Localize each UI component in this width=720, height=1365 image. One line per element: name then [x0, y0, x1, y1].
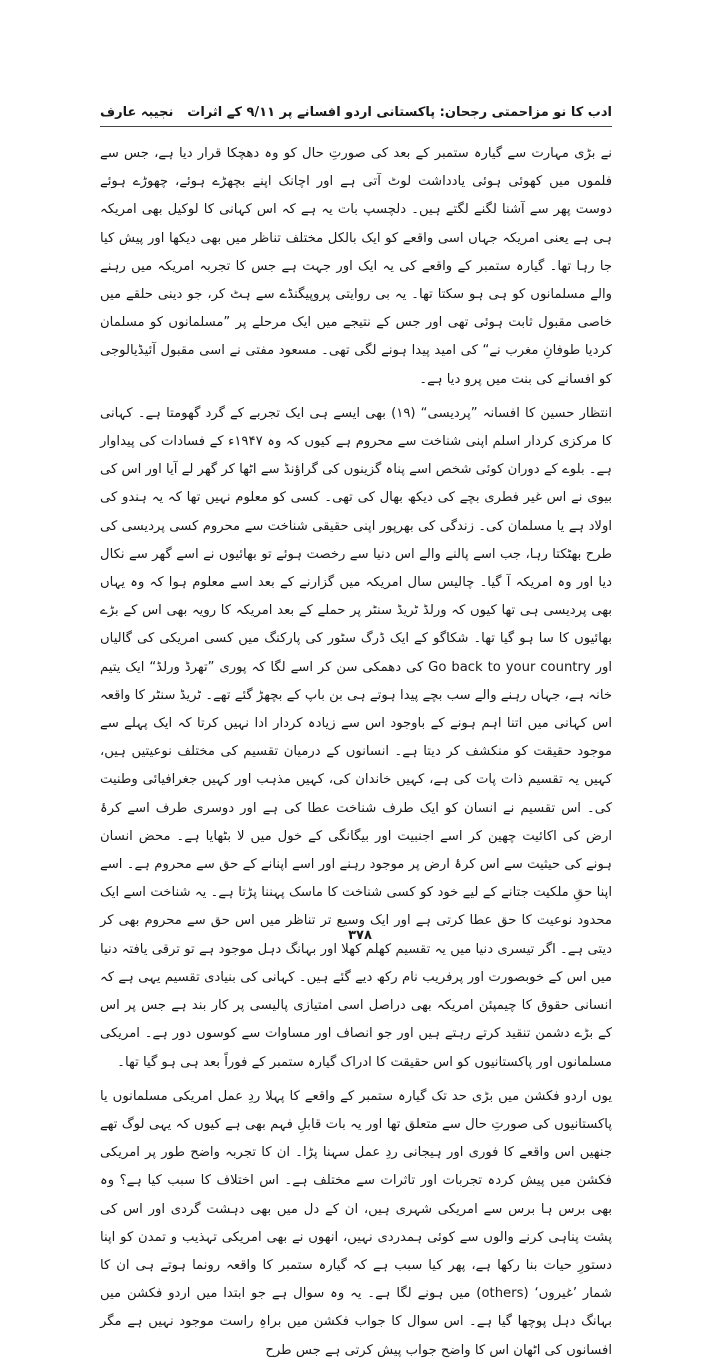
page-number: ۳۷۸	[348, 928, 372, 943]
header-author: نجیبہ عارف	[100, 104, 174, 120]
header-title: ادب کا نو مزاحمتی رجحان: پاکستانی اردو افسانے پر ۹/۱۱ کے اثرات	[187, 104, 612, 120]
header-divider	[100, 126, 612, 127]
paragraph: انتظار حسین کا افسانہ ”پردیسی“ (۱۹) بھی ایسے ہی ایک تجربے کے گرد گھومتا ہے۔ کہانی کا مرکزی کردار اسلم اپنی شناخت سے محروم ہے کیوں کہ وہ ۱۹۴۷ء کے فسادات کی پیداوار ہے۔ بلوے کے دوران کوئی شخص اسے پناہ گزینوں کی گراؤنڈ سے اٹھا کر گھر لے آیا اور اس کی بیوی نے اس غیر فطری بچے کی دیکھ بھال کی تھی۔ کسی کو معلوم نہیں تھا کہ یہ ہندو کی اولاد ہے یا مسلمان کی۔ زندگی کی بھرپور اپنی حقیقی شناخت سے محروم کسی پردیسی کی طرح بھٹکتا رہا، جب اسے پالنے والے اس دنیا سے رخصت ہوئے تو بھائیوں نے اسے گھر سے نکال دیا اور وہ امریکہ آ گیا۔ چالیس سال امریکہ میں گزارنے کے بعد اسے معلوم ہوا کہ وہ یہاں بھی پردیسی ہی تھا کیوں کہ ورلڈ ٹریڈ سنٹر پر حملے کے بعد امریکہ کا رویہ بھی اس کے بڑے بھائیوں کا سا ہو گیا تھا۔ شکاگو کے ایک ڈرگ سٹور کی پارکنگ میں کسی امریکی کی گالیاں اور Go back to your country کی دھمکی سن کر اسے لگا کہ پوری ”تھرڈ ورلڈ“ ایک یتیم خانہ ہے، جہاں رہنے والے سب بچے پیدا ہوتے ہی بن باپ کے بچھڑ گئے تھے۔ ٹریڈ سنٹر کا واقعہ اس کہانی میں اتنا اہم ہونے کے باوجود اس سے زیادہ کردار ادا نہیں کرتا کہ ایک پہلے سے موجود حقیقت کو منکشف کر دیتا ہے۔ انسانوں کے درمیان تقسیم کی مختلف نوعیتیں ہیں، کہیں یہ تقسیم ذات پات کی ہے، کہیں خاندان کی، کہیں مذہب اور کہیں جغرافیائی وطنیت کی۔ اس تقسیم نے انسان کو ایک طرف شناخت عطا کی ہے اور دوسری طرف اسے کرۂ ارض کی اکائیت چھین کر اسے اجنبیت اور بیگانگی کے خول میں لا بٹھایا ہے۔ محض انسان ہونے کی حیثیت سے اس کرۂ ارض پر موجود رہنے اور اسے اپنانے کے حق سے محروم ہے۔ اسے اپنا حقِ ملکیت جتانے کے لیے خود کو کسی شناخت کا ماسک پہننا پڑتا ہے۔ یہ شناخت اسے ایک محدود نوعیت کا حق عطا کرتی ہے اور ایک وسیع تر تناظر میں اس حق سے محروم بھی کر دیتی ہے۔ اگر تیسری دنیا میں یہ تقسیم کھلم کھلا اور بہانگ دہل موجود ہے تو ترقی یافتہ دنیا میں اس کے خوبصورت اور پرفریب نام رکھ دیے گئے ہیں۔ کہانی کی بنیادی تقسیم یہی ہے کہ انسانی حقوق کا چیمپئن امریکہ بھی دراصل اسی امتیازی پالیسی پر کار بند ہے جس پر اس کے بڑے دشمن تنقید کرتے رہتے ہیں اور جو انصاف اور مساوات سے کوسوں دور ہے۔ امریکی مسلمانوں اور پاکستانیوں کو اس حقیقت کا ادراک گیارہ ستمبر کے فوراً بعد ہی ہو گیا تھا۔	[100, 405, 613, 1070]
body-text	[100, 140, 613, 1358]
running-header	[100, 100, 612, 124]
paragraph: یوں اردو فکشن میں بڑی حد تک گیارہ ستمبر کے واقعے کا پہلا ردِ عمل امریکی مسلمانوں یا پاکستانیوں کی صورتِ حال سے متعلق تھا اور یہ بات قابلِ فہم بھی ہے کیوں کہ یہی لوگ تھے جنھیں اس واقعے کا فوری اور ہیجانی ردِ عمل سہنا پڑا۔ ان کا تجربہ واضح طور پر امریکی فکشن میں پیش کردہ تجربات اور تاثرات سے مختلف ہے۔ اس اختلاف کا سبب کیا ہے؟ وہ بھی برس ہا برس سے امریکی شہری ہیں، ان کے دل میں بھی دہشت گردی اور اس کی پشت پناہی کرنے والوں سے کوئی ہمدردی نہیں، انھوں نے بھی امریکی تہذیب و تمدن کو اپنا دستورِ حیات بنا رکھا ہے، پھر کیا سبب ہے کہ گیارہ ستمبر کا واقعہ رونما ہوتے ہی ان کا شمار ’غیروں‘ (others) میں ہونے لگا ہے۔ یہ وہ سوال ہے جو ابتدا میں اردو فکشن میں بہانگ دہل پوچھا گیا ہے۔ اس سوال کا جواب فکشن میں براہِ راست موجود نہیں ہے مگر افسانوں کی اٹھان اس کا واضح جواب پیش کرتی ہے جس طرح	[100, 1088, 612, 1358]
paragraph: نے بڑی مہارت سے گیارہ ستمبر کے بعد کی صورتِ حال کو وہ دھچکا قرار دیا ہے، جس سے فلموں میں کھوئی ہوئی یادداشت لوٹ آتی ہے اور اچانک اپنے بچھڑے ہوئے، چھوڑے ہوئے دوست پھر سے آشنا لگنے لگتے ہیں۔ دلچسپ بات یہ ہے کہ اس کہانی کا لوکیل بھی امریکہ ہی ہے یعنی امریکہ جہاں اسی واقعے کو ایک بالکل مختلف تناظر میں بھی دیکھا اور پیش کیا جا رہا تھا۔ گیارہ ستمبر کے واقعے کی یہ ایک اور جہت ہے جس کا تجربہ امریکہ میں رہنے والے مسلمانوں کو ہی ہو سکتا تھا۔ یہ بی روایتی پروپیگنڈے سے ہٹ کر، جو دینی حلقے میں خاصی مقبول ثابت ہوئی تھی اور جس کے نتیجے میں ایک مرحلے پر ”مسلمانوں کو مسلمان کردیا طوفانِ مغرب نے“ کی امید پیدا ہونے لگی تھی۔ مسعود مفتی نے اسی مقبول آئیڈیالوجی کو افسانے کی بنت میں پرو دیا ہے۔	[100, 146, 612, 387]
